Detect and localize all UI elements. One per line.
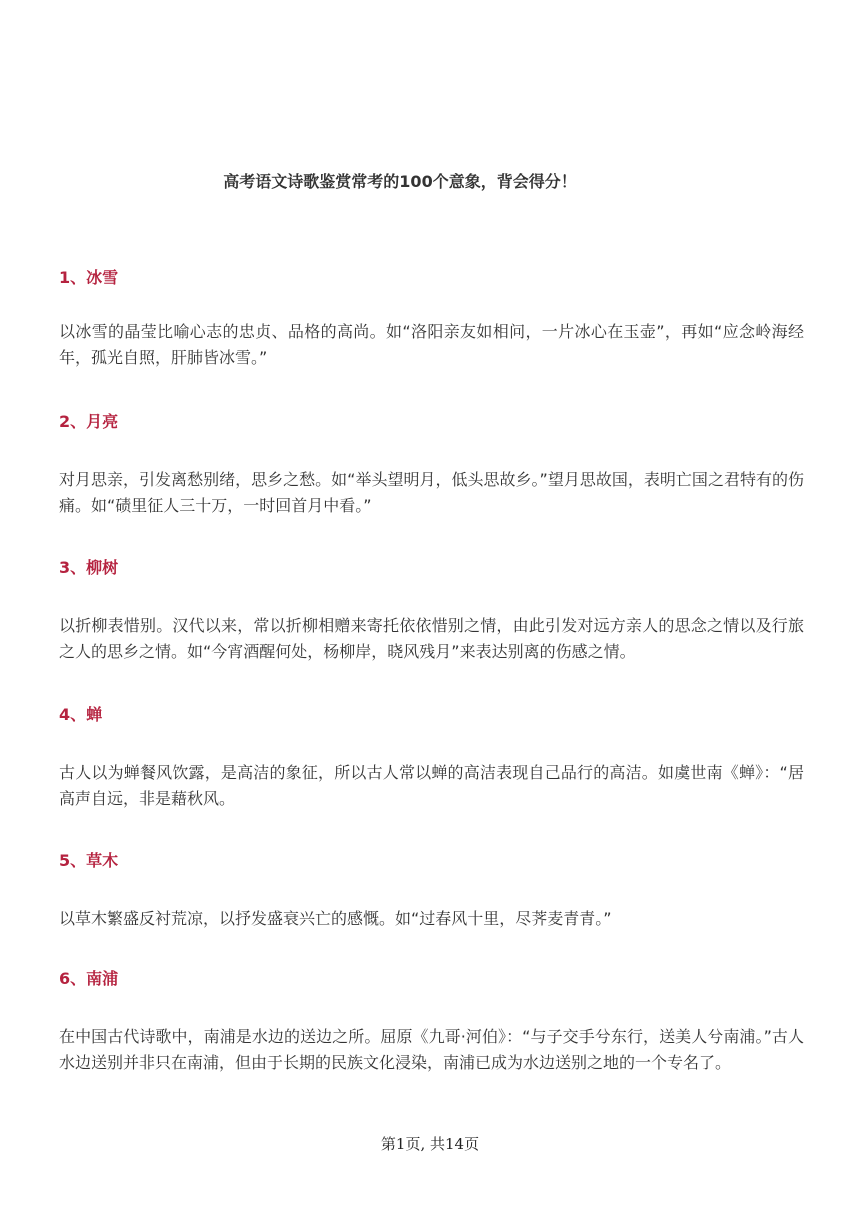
section-paragraph: 以折柳表惜别。汉代以来，常以折柳相赠来寄托依依惜别之情，由此引发对远方亲人的思念之情以及行旅之人的思乡之情。如“今宵酒醒何处，杨柳岸，晓风残月”来表达别离的伤感之情。 [59,616,804,661]
section-paragraph: 对月思亲，引发离愁别绪，思乡之愁。如“举头望明月，低头思故乡。”望月思故国，表明亡国之君特有的伤痛。如“碛里征人三十万，一时回首月中看。” [59,470,804,515]
section-nanpu [59,968,804,1076]
section-heading: 6、南浦 [59,969,119,988]
page-footer: 第1页, 共14页 [380,1135,480,1153]
section-willow [59,557,804,665]
section-cicada [59,704,804,812]
document-title: 高考语文诗歌鉴赏常考的100个意象，背会得分！ [223,172,577,191]
section-grass-trees [59,850,804,932]
section-heading: 3、柳树 [59,558,119,577]
section-ice-snow [59,267,804,371]
section-paragraph: 以冰雪的晶莹比喻心志的忠贞、品格的高尚。如“洛阳亲友如相问，一片冰心在玉壶”，再如“应念岭海经年，孤光自照，肝肺皆冰雪。” [59,322,804,367]
section-heading: 2、月亮 [59,412,119,431]
section-heading: 5、草木 [59,851,119,870]
section-heading: 4、蝉 [59,705,103,724]
section-paragraph: 在中国古代诗歌中，南浦是水边的送边之所。屈原《九哥·河伯》：“与子交手兮东行，送美人兮南浦。”古人水边送别并非只在南浦，但由于长期的民族文化浸染，南浦已成为水边送别之地的一个专名了。 [59,1027,804,1072]
section-paragraph: 古人以为蝉餐风饮露，是高洁的象征，所以古人常以蝉的高洁表现自己品行的高洁。如虞世南《蝉》：“居高声自远，非是藉秋风。 [59,763,804,808]
section-paragraph: 以草木繁盛反衬荒凉，以抒发盛衰兴亡的感慨。如“过春风十里，尽荠麦青青。” [59,909,612,928]
section-moon [59,411,804,519]
section-heading: 1、冰雪 [59,268,119,287]
